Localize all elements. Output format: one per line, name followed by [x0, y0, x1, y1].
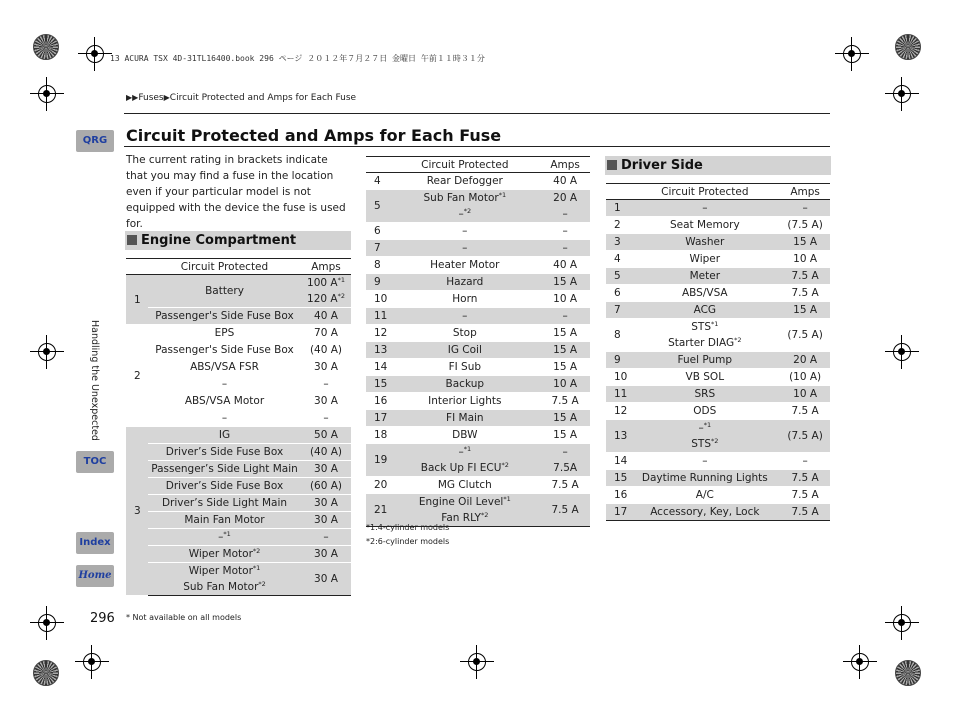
- circuit-label: –: [458, 208, 464, 220]
- amps-value: –: [562, 208, 568, 220]
- circuit-cell: [389, 444, 540, 477]
- table-row: [126, 376, 351, 393]
- table-row: [606, 234, 830, 251]
- amps-cell: 7.5 A: [540, 477, 590, 494]
- table-row: [606, 285, 830, 302]
- section-title: Engine Compartment: [141, 233, 297, 248]
- home-button[interactable]: Home: [76, 565, 114, 587]
- col-number: [606, 184, 629, 200]
- amps-cell: –: [540, 223, 590, 240]
- table-header-row: [606, 184, 830, 200]
- col-amps: Amps: [540, 157, 590, 173]
- title-rule: [124, 113, 830, 114]
- amps-cell: –: [780, 200, 830, 217]
- fuse-number: 5: [606, 268, 629, 285]
- circuit-label: STS: [691, 438, 711, 450]
- color-target-icon: [33, 660, 59, 686]
- index-button[interactable]: Index: [76, 532, 114, 554]
- breadcrumb-current: Circuit Protected and Amps for Each Fuse: [169, 93, 357, 103]
- table-row: [126, 444, 351, 461]
- circuit-cell: ACG: [629, 302, 780, 319]
- fuse-number: 11: [366, 308, 389, 325]
- circuit-cell: Backup: [389, 376, 540, 393]
- toc-button[interactable]: TOC: [76, 451, 114, 473]
- footnote-ref: *2: [710, 437, 719, 445]
- engine-fuse-table: [126, 258, 351, 596]
- fuse-number: 12: [606, 403, 629, 420]
- amps-cell: 7.5 A: [780, 504, 830, 521]
- amps-cell: [301, 275, 351, 308]
- amps-cell: –: [540, 240, 590, 257]
- circuit-cell: –: [389, 308, 540, 325]
- table-row: [366, 393, 590, 410]
- table-row: [606, 470, 830, 487]
- table-row: [126, 359, 351, 376]
- amps-cell: 10 A: [780, 386, 830, 403]
- circuit-label: Battery: [205, 285, 244, 297]
- registration-mark: [30, 77, 64, 111]
- amps-value: 120 A: [307, 293, 338, 305]
- circuit-cell: ABS/VSA Motor: [148, 393, 301, 410]
- amps-cell: 10 A: [540, 291, 590, 308]
- table-row: [606, 319, 830, 352]
- circuit-cell: Fuel Pump: [629, 352, 780, 369]
- fuse-number: 20: [366, 477, 389, 494]
- amps-cell: 7.5 A: [780, 487, 830, 504]
- amps-cell: 15 A: [540, 427, 590, 444]
- table-row: [366, 376, 590, 393]
- registration-mark: [843, 645, 877, 679]
- circuit-cell: MG Clutch: [389, 477, 540, 494]
- amps-cell: 30 A: [301, 563, 351, 596]
- circuit-cell: Driver’s Side Light Main: [148, 495, 301, 512]
- amps-cell: –: [540, 308, 590, 325]
- registration-mark: [78, 37, 112, 71]
- col-circuit: Circuit Protected: [629, 184, 780, 200]
- table-header-row: [126, 259, 351, 275]
- table-row: [366, 444, 590, 477]
- circuit-cell: Passenger's Side Fuse Box: [148, 342, 301, 359]
- circuit-label: STS: [691, 321, 711, 333]
- registration-mark: [885, 77, 919, 111]
- circuit-cell: IG Coil: [389, 342, 540, 359]
- fuse-number: 9: [606, 352, 629, 369]
- amps-cell: 40 A: [540, 173, 590, 190]
- engine-fuse-table-continued: [366, 156, 590, 527]
- col-number: [126, 259, 148, 275]
- table-row: [126, 546, 351, 563]
- circuit-cell: Hazard: [389, 274, 540, 291]
- col-amps: Amps: [780, 184, 830, 200]
- table-row: [126, 563, 351, 596]
- amps-value: 7.5A: [553, 462, 578, 474]
- fuse-number: 10: [606, 369, 629, 386]
- fuse-number: 13: [606, 420, 629, 453]
- table-row: [606, 302, 830, 319]
- circuit-label: Fan RLY: [441, 512, 481, 524]
- circuit-cell: A/C: [629, 487, 780, 504]
- breadcrumb-arrow-icon: ▶▶: [126, 93, 139, 102]
- table-row: [366, 240, 590, 257]
- circuit-cell: DBW: [389, 427, 540, 444]
- table-row: [366, 308, 590, 325]
- fuse-number: 17: [606, 504, 629, 521]
- table-row: [366, 410, 590, 427]
- table-row: [606, 268, 830, 285]
- amps-cell: 7.5 A: [780, 470, 830, 487]
- amps-cell: 30 A: [301, 393, 351, 410]
- circuit-cell: –: [629, 200, 780, 217]
- col-circuit: Circuit Protected: [148, 259, 301, 275]
- amps-cell: 10 A: [540, 376, 590, 393]
- fuse-number: 6: [366, 223, 389, 240]
- table-row: [366, 342, 590, 359]
- registration-mark: [885, 335, 919, 369]
- table-row: [366, 257, 590, 274]
- circuit-cell: Seat Memory: [629, 217, 780, 234]
- fuse-number: 21: [366, 494, 389, 527]
- amps-cell: 15 A: [540, 325, 590, 342]
- amps-cell: (7.5 A): [780, 217, 830, 234]
- amps-cell: –: [301, 529, 351, 546]
- fuse-number: 10: [366, 291, 389, 308]
- circuit-cell: Heater Motor: [389, 257, 540, 274]
- color-target-icon: [895, 34, 921, 60]
- circuit-label: Wiper Motor: [188, 548, 253, 560]
- fuse-number: 2: [606, 217, 629, 234]
- fuse-number: 2: [126, 325, 148, 427]
- amps-value: –: [562, 446, 568, 458]
- table-row: [606, 453, 830, 470]
- fuse-number: 5: [366, 190, 389, 223]
- circuit-cell: Stop: [389, 325, 540, 342]
- circuit-cell: [389, 190, 540, 223]
- circuit-cell: Interior Lights: [389, 393, 540, 410]
- amps-value: 100 A: [307, 277, 338, 289]
- footnote-4cyl: *1:4-cylinder models: [366, 523, 450, 532]
- table-row: [126, 325, 351, 342]
- circuit-cell: –: [148, 376, 301, 393]
- amps-cell: (10 A): [780, 369, 830, 386]
- amps-cell: 30 A: [301, 461, 351, 478]
- intro-text: The current rating in brackets indicate that you may find a fuse in the location even if your particular model is not equipped with the device the fuse is used for.: [126, 154, 346, 230]
- table-row: [606, 504, 830, 521]
- amps-cell: 30 A: [301, 512, 351, 529]
- fuse-number: 15: [606, 470, 629, 487]
- section-title: Driver Side: [621, 158, 703, 173]
- registration-mark: [30, 335, 64, 369]
- circuit-cell: [629, 319, 780, 352]
- fuse-number: 1: [606, 200, 629, 217]
- fuse-number: 18: [366, 427, 389, 444]
- circuit-cell: Washer: [629, 234, 780, 251]
- breadcrumb: [126, 93, 356, 103]
- fuse-number: 16: [606, 487, 629, 504]
- circuit-cell: Driver’s Side Fuse Box: [148, 444, 301, 461]
- table-row: [366, 190, 590, 223]
- registration-mark: [460, 645, 494, 679]
- page-number: 296: [90, 611, 115, 626]
- registration-mark: [30, 606, 64, 640]
- amps-cell: 40 A: [540, 257, 590, 274]
- table-row: [126, 308, 351, 325]
- table-row: [126, 275, 351, 308]
- circuit-cell: Wiper: [629, 251, 780, 268]
- amps-cell: [540, 190, 590, 223]
- table-row: [366, 477, 590, 494]
- fuse-number: 11: [606, 386, 629, 403]
- footnote-ref: *1: [223, 530, 231, 538]
- footnote-ref: *2: [252, 547, 261, 555]
- section-square-icon: [127, 235, 137, 245]
- fuse-number: 3: [126, 427, 148, 596]
- table-row: [366, 359, 590, 376]
- amps-value: 20 A: [553, 192, 578, 204]
- footnote-ref: *1: [252, 564, 261, 572]
- color-target-icon: [895, 660, 921, 686]
- footnote-ref: *1: [498, 191, 507, 199]
- table-row: [606, 386, 830, 403]
- footnote-6cyl: *2:6-cylinder models: [366, 537, 450, 546]
- table-row: [606, 217, 830, 234]
- fuse-number: 19: [366, 444, 389, 477]
- circuit-cell: VB SOL: [629, 369, 780, 386]
- amps-cell: (7.5 A): [780, 319, 830, 352]
- fuse-number: 9: [366, 274, 389, 291]
- col-number: [366, 157, 389, 173]
- color-target-icon: [33, 34, 59, 60]
- circuit-cell: Meter: [629, 268, 780, 285]
- table-row: [366, 291, 590, 308]
- circuit-cell: [148, 529, 301, 546]
- footnote-ref: *1: [710, 320, 719, 328]
- amps-cell: (7.5 A): [780, 420, 830, 453]
- circuit-cell: IG: [148, 427, 301, 444]
- amps-cell: 30 A: [301, 546, 351, 563]
- circuit-cell: Main Fan Motor: [148, 512, 301, 529]
- circuit-label: Wiper Motor: [188, 565, 253, 577]
- print-header: 13 ACURA TSX 4D-31TL16400.book 296 ページ ２０１２年７月２７日 金曜日 午前１１時３１分: [110, 54, 485, 63]
- section-square-icon: [607, 160, 617, 170]
- amps-cell: 15 A: [540, 410, 590, 427]
- amps-cell: 15 A: [540, 274, 590, 291]
- registration-mark: [885, 606, 919, 640]
- col-circuit: Circuit Protected: [389, 157, 540, 173]
- amps-cell: 15 A: [780, 234, 830, 251]
- amps-cell: 20 A: [780, 352, 830, 369]
- circuit-cell: Daytime Running Lights: [629, 470, 780, 487]
- amps-cell: –: [780, 453, 830, 470]
- circuit-cell: [389, 494, 540, 527]
- amps-cell: 30 A: [301, 495, 351, 512]
- circuit-cell: Passenger's Side Fuse Box: [148, 308, 301, 325]
- table-row: [366, 494, 590, 527]
- circuit-cell: [148, 563, 301, 596]
- table-row: [606, 403, 830, 420]
- breadcrumb-arrow-icon: ▶: [163, 93, 170, 102]
- fuse-number: 6: [606, 285, 629, 302]
- amps-cell: 7.5 A: [780, 268, 830, 285]
- table-row: [126, 461, 351, 478]
- chapter-side-label: Handling the Unexpected: [89, 320, 100, 441]
- footnote-ref: *2: [337, 292, 345, 300]
- table-row: [606, 200, 830, 217]
- circuit-label: Back Up FI ECU: [420, 462, 502, 474]
- footnote-ref: *1: [337, 276, 345, 284]
- fuse-number: 3: [606, 234, 629, 251]
- footnote-ref: *1: [463, 445, 472, 453]
- page-title: Circuit Protected and Amps for Each Fuse: [126, 126, 502, 145]
- circuit-cell: ABS/VSA: [629, 285, 780, 302]
- amps-cell: 10 A: [780, 251, 830, 268]
- amps-cell: 40 A: [301, 308, 351, 325]
- amps-cell: 15 A: [780, 302, 830, 319]
- circuit-label: Sub Fan Motor: [423, 192, 499, 204]
- amps-cell: 7.5 A: [540, 393, 590, 410]
- table-row: [126, 393, 351, 410]
- circuit-cell: EPS: [148, 325, 301, 342]
- registration-mark: [75, 645, 109, 679]
- fuse-number: 14: [606, 453, 629, 470]
- fuse-number: 4: [606, 251, 629, 268]
- section-engine-compartment: [125, 231, 351, 250]
- circuit-cell: Driver’s Side Fuse Box: [148, 478, 301, 495]
- amps-cell: 50 A: [301, 427, 351, 444]
- circuit-label: Starter DIAG: [668, 337, 735, 349]
- driver-fuse-table: [606, 183, 830, 521]
- fuse-number: 8: [366, 257, 389, 274]
- amps-cell: 7.5 A: [780, 403, 830, 420]
- table-header-row: [366, 157, 590, 173]
- amps-cell: [540, 444, 590, 477]
- footnote-ref: *2: [258, 580, 266, 588]
- table-row: [126, 342, 351, 359]
- circuit-cell: [148, 275, 301, 308]
- amps-cell: 15 A: [540, 359, 590, 376]
- table-row: [126, 512, 351, 529]
- table-row: [126, 495, 351, 512]
- amps-cell: 7.5 A: [780, 285, 830, 302]
- fuse-number: 7: [366, 240, 389, 257]
- circuit-cell: –: [389, 223, 540, 240]
- footnote-ref: *1: [503, 495, 511, 503]
- table-row: [606, 487, 830, 504]
- footnote-ref: *1: [703, 421, 712, 429]
- amps-cell: –: [301, 376, 351, 393]
- fuse-number: 15: [366, 376, 389, 393]
- fuse-number: 14: [366, 359, 389, 376]
- col-amps: Amps: [301, 259, 351, 275]
- fuse-number: 17: [366, 410, 389, 427]
- availability-footnote: * Not available on all models: [126, 613, 242, 622]
- fuse-number: 8: [606, 319, 629, 352]
- amps-cell: (60 A): [301, 478, 351, 495]
- amps-cell: 70 A: [301, 325, 351, 342]
- table-row: [366, 223, 590, 240]
- circuit-label: Engine Oil Level: [418, 496, 504, 508]
- table-row: [366, 325, 590, 342]
- circuit-cell: ABS/VSA FSR: [148, 359, 301, 376]
- amps-cell: (40 A): [301, 444, 351, 461]
- footnote-ref: *2: [463, 207, 472, 215]
- table-row: [606, 352, 830, 369]
- amps-cell: 7.5 A: [540, 494, 590, 527]
- table-row: [126, 427, 351, 444]
- circuit-label: –: [218, 531, 224, 543]
- title-underline: [124, 146, 830, 147]
- fuse-number: 1: [126, 275, 148, 325]
- circuit-cell: SRS: [629, 386, 780, 403]
- fuse-number: 13: [366, 342, 389, 359]
- footnote-ref: *2: [480, 511, 489, 519]
- amps-cell: (40 A): [301, 342, 351, 359]
- circuit-cell: FI Sub: [389, 359, 540, 376]
- circuit-cell: Horn: [389, 291, 540, 308]
- circuit-cell: ODS: [629, 403, 780, 420]
- circuit-cell: [629, 420, 780, 453]
- amps-cell: 30 A: [301, 359, 351, 376]
- breadcrumb-fuses[interactable]: Fuses: [138, 93, 164, 103]
- amps-cell: 15 A: [540, 342, 590, 359]
- footnote-ref: *2: [501, 461, 509, 469]
- table-row: [606, 369, 830, 386]
- fuse-number: 16: [366, 393, 389, 410]
- circuit-cell: [148, 546, 301, 563]
- circuit-cell: Rear Defogger: [389, 173, 540, 190]
- circuit-cell: Accessory, Key, Lock: [629, 504, 780, 521]
- qrg-button[interactable]: QRG: [76, 130, 114, 152]
- table-row: [126, 529, 351, 546]
- table-row: [126, 410, 351, 427]
- section-driver-side: [605, 156, 831, 175]
- table-row: [366, 427, 590, 444]
- registration-mark: [835, 37, 869, 71]
- circuit-cell: Passenger’s Side Light Main: [148, 461, 301, 478]
- table-row: [366, 173, 590, 190]
- circuit-cell: –: [629, 453, 780, 470]
- circuit-label: –: [458, 446, 464, 458]
- circuit-cell: –: [389, 240, 540, 257]
- table-row: [126, 478, 351, 495]
- table-row: [606, 251, 830, 268]
- table-row: [366, 274, 590, 291]
- circuit-cell: FI Main: [389, 410, 540, 427]
- amps-cell: –: [301, 410, 351, 427]
- fuse-number: 12: [366, 325, 389, 342]
- fuse-number: 7: [606, 302, 629, 319]
- table-row: [606, 420, 830, 453]
- circuit-label: Sub Fan Motor: [183, 581, 259, 593]
- footnote-ref: *2: [734, 336, 742, 344]
- circuit-label: –: [698, 422, 704, 434]
- fuse-number: 4: [366, 173, 389, 190]
- circuit-cell: –: [148, 410, 301, 427]
